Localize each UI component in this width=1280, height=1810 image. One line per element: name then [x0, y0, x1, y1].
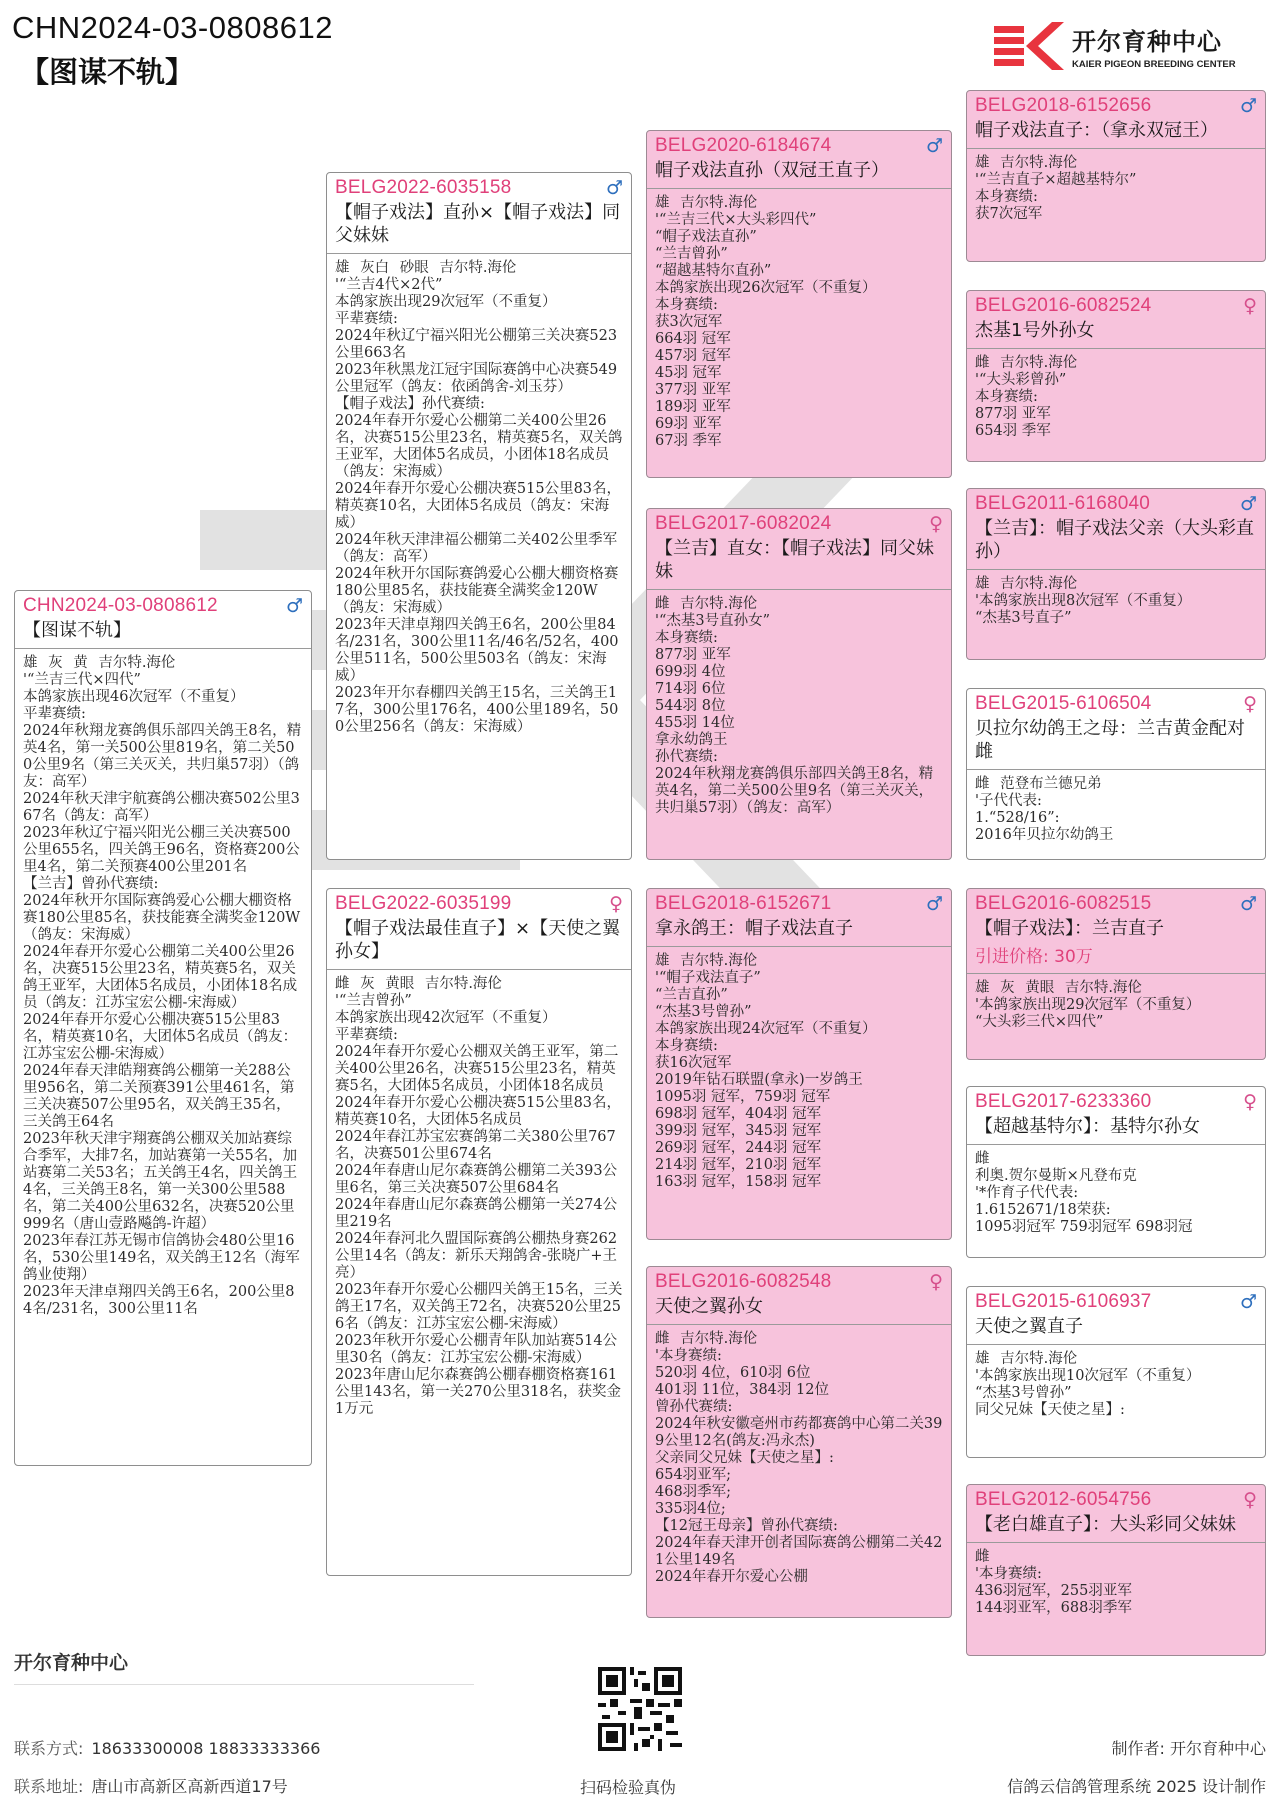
card-detail-line: “杰基3号直子” [975, 610, 1072, 626]
pedigree-card-dds[interactable] [966, 1286, 1266, 1458]
pedigree-card-sss[interactable] [966, 90, 1266, 262]
male-symbol-icon: ♂ [1239, 95, 1257, 117]
ring-number: BELG2015-6106504 [975, 693, 1152, 714]
footer-contact [14, 1736, 320, 1759]
card-detail-line: 获7次冠军 [975, 206, 1043, 222]
card-title: 贝拉尔幼鸽王之母：兰吉黄金配对雌 [975, 718, 1245, 762]
card-detail-line: 877羽 亚军 [975, 406, 1051, 422]
card-title: 【老白雄直子】：大头彩同父妹妹 [975, 1514, 1236, 1535]
card-meta-line: 雌 吉尔特.海伦 [655, 1331, 758, 1347]
card-detail-line: 2023年天津卓翔四关鸽王6名，200公里84名/231名，300公里11名/46名/52名，400公里511名，500公里503名（鸽友：宋海威） [335, 617, 619, 684]
card-detail-line: '本身赛绩: [975, 1566, 1042, 1582]
card-title: 【兰吉】直女：【帽子戏法】同父妹妹 [655, 538, 934, 582]
female-symbol-icon: ♀ [1243, 1489, 1257, 1511]
card-detail-line: 【12冠王母亲】曾孙代赛绩: [655, 1518, 838, 1534]
contact-label: 联系方式: [14, 1739, 84, 1758]
card-detail-line: 2023年秋辽宁福兴阳光公棚三关决赛500公里655名，四关鸽王96名，资格赛200公里4名，第二关预赛400公里201名 [23, 825, 300, 875]
card-detail-line: '“兰吉4代×2代” [335, 277, 443, 293]
card-meta-line: 雄 吉尔特.海伦 [975, 1351, 1078, 1367]
pedigree-card-dsd[interactable] [966, 1086, 1266, 1258]
card-detail-line: 孙代赛绩: [655, 749, 718, 765]
card-detail-line: 平辈赛绩: [23, 706, 86, 722]
card-detail-line: 父亲同父兄妹【天使之星】: [655, 1450, 834, 1466]
card-meta-line: 雄 灰白 砂眼 吉尔特.海伦 [335, 260, 517, 276]
card-detail-line: 【兰吉】曾孙代赛绩: [23, 876, 159, 892]
card-detail-line: 1095羽 冠军，759羽 冠军 [655, 1089, 831, 1105]
pedigree-card-ddd[interactable] [966, 1484, 1266, 1656]
card-detail-line: 189羽 亚军 [655, 399, 731, 415]
card-meta-line: 雌 吉尔特.海伦 [975, 355, 1078, 371]
ring-number: BELG2020-6184674 [655, 135, 832, 156]
card-detail-line: 2024年春唐山尼尔森赛鸽公棚第一关274公里219名 [335, 1197, 618, 1230]
female-symbol-icon: ♀ [1243, 693, 1257, 715]
card-detail-line: 67羽 季军 [655, 433, 722, 449]
card-detail-line: 2024年秋开尔国际赛鸽爱心公棚大棚资格赛180公里85名，获技能赛全满奖金120W（鸽友：宋海威） [335, 566, 619, 616]
card-detail-line: 1095羽冠军 759羽冠军 698羽冠 [975, 1219, 1193, 1235]
card-detail-line: '“兰吉三代×大头彩四代” [655, 212, 817, 228]
card-title: 【图谋不轨】 [23, 620, 131, 641]
card-detail-line: '*作育子代代表: [975, 1185, 1079, 1201]
card-detail-line: 2024年秋辽宁福兴阳光公棚第三关决赛523公里663名 [335, 328, 618, 361]
card-detail-line: 2024年春开尔爱心公棚决赛515公里83名，精英赛10名，大团体5名成员（鸽友：宋海威） [335, 481, 622, 531]
ring-number: CHN2024-03-0808612 [23, 595, 218, 616]
card-detail-line: 1.“528/16”: [975, 810, 1060, 826]
card-detail-line: 本身赛绩: [655, 297, 718, 313]
card-detail-line: 2023年秋天津宇翔赛鸽公棚双关加站赛综合季军，大排7名，加站赛第一关55名，加站赛第二关53名；五关鸽王4名，四关鸽王4名，三关鸽王8名，第一关300公里588名，第二关400公里632名，决赛520公里999名（唐山壹路飚鸽-许超） [23, 1131, 298, 1232]
ring-number: BELG2018-6152671 [655, 893, 832, 914]
female-symbol-icon: ♀ [929, 1271, 943, 1293]
footer-address [14, 1774, 288, 1797]
kaier-logo [992, 18, 1262, 74]
card-detail-line: 144羽亚军，688羽季军 [975, 1600, 1132, 1616]
ring-number: BELG2016-6082524 [975, 295, 1152, 316]
pedigree-card-sdd[interactable] [966, 688, 1266, 860]
card-detail-line: 698羽 冠军，404羽 冠军 [655, 1106, 822, 1122]
ring-number: BELG2012-6054756 [975, 1489, 1152, 1510]
footer-maker: 制作者: 开尔育种中心 [1111, 1739, 1266, 1758]
card-detail-line: 2016年贝拉尔幼鸽王 [975, 827, 1114, 843]
import-price: 引进价格: 30万 [975, 947, 1093, 967]
ring-number: BELG2016-6082515 [975, 893, 1152, 914]
footer-divider [14, 1684, 474, 1685]
card-detail-line: 获16次冠军 [655, 1055, 732, 1071]
ring-number: BELG2011-6168040 [975, 493, 1151, 514]
verification-qr-code[interactable] [598, 1667, 682, 1751]
card-meta-line: 雄 吉尔特.海伦 [975, 576, 1078, 592]
card-meta-line: 雌 [975, 1151, 990, 1167]
card-detail-line: 拿永幼鸽王 [655, 732, 728, 748]
card-title: 帽子戏法直孙（双冠王直子） [655, 160, 889, 181]
card-detail-line: '“杰基3号直孙女” [655, 613, 771, 629]
card-detail-line: 本身赛绩: [975, 389, 1038, 405]
card-detail-line: 468羽季军; [655, 1484, 732, 1500]
card-detail-line: 399羽 冠军，345羽 冠军 [655, 1123, 822, 1139]
card-title: 【帽子戏法最佳直子】×【天使之翼孙女】 [335, 918, 621, 962]
card-title: 杰基1号外孙女 [975, 320, 1095, 341]
card-detail-line: 45羽 冠军 [655, 365, 722, 381]
card-detail-line: 2024年春开尔爱心公棚第二关400公里26名，决赛515公里23名，精英赛5名，双关鸽王亚军，大团体5名成员，小团体18名成员（鸽友：江苏宝宏公棚-宋海威） [23, 944, 298, 1011]
card-detail-line: 2024年秋天津宇航赛鸽公棚决赛502公里367名（鸽友：高军） [23, 791, 300, 824]
pedigree-card-dam-sire[interactable] [646, 888, 952, 1240]
card-detail-line: 本身赛绩: [655, 630, 718, 646]
card-detail-line: 1.6152671/18荣获: [975, 1202, 1111, 1218]
card-detail-line: 2023年天津卓翔四关鸽王6名，200公里84名/231名，300公里11名 [23, 1284, 295, 1317]
card-detail-line: “兰吉直孙” [655, 987, 728, 1003]
pedigree-ring-number: CHN2024-03-0808612 [12, 10, 333, 45]
address-label: 联系地址: [14, 1777, 84, 1796]
card-detail-line: 69羽 亚军 [655, 416, 722, 432]
card-detail-line: 本鸽家族出现29次冠军（不重复） [335, 294, 557, 310]
female-symbol-icon: ♀ [929, 513, 943, 535]
card-detail-line: 714羽 6位 [655, 681, 726, 697]
card-detail-line: 2024年春开尔爱心公棚决赛515公里83名，精英赛10名，大团体5名成员（鸽友：江苏宝宏公棚-宋海威） [23, 1012, 298, 1062]
pedigree-card-dss[interactable] [966, 888, 1266, 1060]
card-detail-line: 平辈赛绩: [335, 311, 398, 327]
card-detail-line: 同父兄妹【天使之星】: [975, 1402, 1125, 1418]
card-meta-line: 雌 [975, 1549, 990, 1565]
footer-system: 信鸽云信鸽管理系统 2025 设计制作 [1007, 1777, 1266, 1796]
ring-number: BELG2017-6082024 [655, 513, 832, 534]
card-detail-line: 2024年春开尔爱心公棚第二关400公里26名，决赛515公里23名，精英赛5名，双关鸽王亚军，大团体5名成员，小团体18名成员（鸽友：宋海威） [335, 413, 623, 480]
card-detail-line: 2024年春天津皓翔赛鸽公棚第一关288公里956名，第二关预赛391公里461名，第三关决赛507公里95名，双关鸽王35名，三关鸽王64名 [23, 1063, 295, 1130]
card-title: 帽子戏法直子：（拿永双冠王） [975, 120, 1218, 141]
card-title: 天使之翼孙女 [655, 1296, 763, 1317]
kaier-logo-icon [992, 20, 1066, 72]
card-detail-line: 平辈赛绩: [335, 1027, 398, 1043]
card-detail-line: “超越基特尔直孙” [655, 263, 772, 279]
card-title: 【兰吉】：帽子戏法父亲（大头彩直孙） [975, 518, 1254, 562]
card-title: 【帽子戏法】直孙×【帽子戏法】同父妹妹 [335, 202, 621, 246]
card-detail-line: 335羽4位; [655, 1501, 726, 1517]
card-detail-line: 2024年春江苏宝宏赛鸽第二关380公里767名，决赛501公里674名 [335, 1129, 616, 1162]
pedigree-card-sds[interactable] [966, 488, 1266, 660]
card-detail-line: 2023年开尔春棚四关鸽王15名，三关鸽王17名，300公里176名，400公里189名，500公里256名（鸽友：宋海威） [335, 685, 619, 735]
male-symbol-icon: ♂ [925, 893, 943, 915]
card-detail-line: 2024年秋安徽亳州市药都赛鸽中心第二关399公里12名(鸽友:冯永杰) [655, 1416, 943, 1449]
card-detail-line: 获3次冠军 [655, 314, 723, 330]
footer-brand: 开尔育种中心 [14, 1652, 129, 1674]
card-meta-line: 雄 灰 黄眼 吉尔特.海伦 [975, 980, 1142, 996]
card-detail-line: “大头彩三代×四代” [975, 1014, 1104, 1030]
logo-chinese-name: 开尔育种中心 [1072, 28, 1222, 56]
card-detail-line: '本鸽家族出现8次冠军（不重复） [975, 593, 1192, 609]
male-symbol-icon: ♂ [285, 595, 303, 617]
card-detail-line: '本鸽家族出现29次冠军（不重复） [975, 997, 1201, 1013]
pedigree-card-subject[interactable] [14, 590, 312, 1466]
female-symbol-icon: ♀ [1243, 295, 1257, 317]
card-meta-line: 雄 吉尔特.海伦 [655, 195, 758, 211]
card-detail-line: 699羽 4位 [655, 664, 726, 680]
card-detail-line: 877羽 亚军 [655, 647, 731, 663]
card-detail-line: 本身赛绩: [975, 189, 1038, 205]
card-detail-line: 本鸽家族出现42次冠军（不重复） [335, 1010, 557, 1026]
card-detail-line: 2024年春天津开创者国际赛鸽公棚第二关421公里149名 [655, 1535, 943, 1568]
logo-english-name: KAIER PIGEON BREEDING CENTER [1072, 59, 1236, 70]
qr-caption: 扫码检验真伪 [580, 1778, 677, 1797]
card-detail-line: '“帽子戏法直子” [655, 970, 761, 986]
male-symbol-icon: ♂ [1239, 893, 1257, 915]
card-detail-line: “杰基3号曾孙” [655, 1004, 752, 1020]
ring-number: BELG2022-6035199 [335, 893, 512, 914]
card-detail-line: 2023年春开尔爱心公棚四关鸽王15名，三关鸽王17名，双关鸽王72名，决赛520公里256名（鸽友：江苏宝宏公棚-宋海威） [335, 1282, 623, 1332]
card-detail-line: 436羽冠军，255羽亚军 [975, 1583, 1132, 1599]
card-detail-line: 2023年春江苏无锡市信鸽协会480公里16名，530公里149名，双关鸽王12名（海军鸽业使翔） [23, 1233, 300, 1283]
male-symbol-icon: ♂ [1239, 493, 1257, 515]
card-detail-line: 654羽亚军; [655, 1467, 732, 1483]
card-detail-line: 544羽 8位 [655, 698, 726, 714]
male-symbol-icon: ♂ [605, 177, 623, 199]
card-detail-line: 163羽 冠军，158羽 冠军 [655, 1174, 822, 1190]
card-detail-line: '子代代表: [975, 793, 1042, 809]
card-detail-line: 曾孙代赛绩: [655, 1399, 733, 1415]
card-detail-line: 214羽 冠军，210羽 冠军 [655, 1157, 822, 1173]
card-detail-line: 本身赛绩: [655, 1038, 718, 1054]
card-detail-line: 本鸽家族出现26次冠军（不重复） [655, 280, 877, 296]
pedigree-card-sire-dam[interactable] [646, 508, 952, 860]
card-detail-line: “帽子戏法直孙” [655, 229, 757, 245]
pedigree-card-dam[interactable] [326, 888, 632, 1576]
female-symbol-icon: ♀ [1243, 1091, 1257, 1113]
pedigree-card-sire[interactable] [326, 172, 632, 860]
card-title: 【超越基特尔】：基特尔孙女 [975, 1116, 1200, 1137]
card-detail-line: 520羽 4位，610羽 6位 [655, 1365, 811, 1381]
female-symbol-icon: ♀ [609, 893, 623, 915]
card-detail-line: 2024年春开尔爱心公棚 [655, 1569, 808, 1585]
card-detail-line: 2024年春开尔爱心公棚决赛515公里83名，精英赛10名，大团体5名成员 [335, 1095, 622, 1128]
card-detail-line: 269羽 冠军，244羽 冠军 [655, 1140, 822, 1156]
card-title: 【帽子戏法】：兰吉直子 [975, 918, 1164, 939]
ring-number: BELG2018-6152656 [975, 95, 1152, 116]
pedigree-card-dam-dam[interactable] [646, 1266, 952, 1618]
card-detail-line: 2024年秋翔龙赛鸽俱乐部四关鸽王8名，精英4名，第二关500公里9名（第三关灭关，共归巢57羽）（鸽友：高军） [655, 766, 934, 816]
card-detail-line: 654羽 季军 [975, 423, 1051, 439]
card-detail-line: 2023年秋开尔爱心公棚青年队加站赛514公里30名（鸽友：江苏宝宏公棚-宋海威） [335, 1333, 618, 1366]
card-detail-line: 2024年春开尔爱心公棚双关鸽王亚军，第二关400公里26名，决赛515公里23名，精英赛5名，大团体5名成员，小团体18名成员 [335, 1044, 619, 1094]
card-title: 天使之翼直子 [975, 1316, 1083, 1337]
card-detail-line: 【帽子戏法】孙代赛绩: [335, 396, 485, 412]
card-detail-line: 2023年秋黑龙江冠宇国际赛鸽中心决赛549公里冠军（鸽友：依函鸽舍-刘玉芬） [335, 362, 618, 395]
card-detail-line: '“兰吉直子×超越基特尔” [975, 172, 1137, 188]
pedigree-pigeon-name: 【图谋不轨】 [20, 55, 195, 89]
card-detail-line: 457羽 冠军 [655, 348, 731, 364]
card-meta-line: 雄 灰 黄 吉尔特.海伦 [23, 655, 176, 671]
pedigree-card-ssd[interactable] [966, 290, 1266, 462]
pedigree-card-sire-sire[interactable] [646, 130, 952, 478]
card-detail-line: 2024年春河北久盟国际赛鸽公棚热身赛262公里14名（鸽友：新乐天翔鸽舍-张晓广+王亮） [335, 1231, 618, 1281]
card-detail-line: “杰基3号曾孙” [975, 1385, 1072, 1401]
card-meta-line: 雌 范登布兰德兄弟 [975, 776, 1102, 792]
card-title: 拿永鸽王：帽子戏法直子 [655, 918, 853, 939]
card-detail-line: 2024年秋天津津福公棚第二关402公里季军（鸽友：高军） [335, 532, 618, 565]
card-detail-line: '“大头彩曾孙” [975, 372, 1067, 388]
address-text: 唐山市高新区高新西道17号 [91, 1777, 288, 1796]
card-detail-line: '“兰吉曾孙” [335, 993, 412, 1009]
card-detail-line: 377羽 亚军 [655, 382, 731, 398]
card-meta-line: 雄 吉尔特.海伦 [655, 953, 758, 969]
ring-number: BELG2016-6082548 [655, 1271, 832, 1292]
card-detail-line: 本鸽家族出现24次冠军（不重复） [655, 1021, 877, 1037]
card-detail-line: '本身赛绩: [655, 1348, 722, 1364]
ring-number: BELG2017-6233360 [975, 1091, 1152, 1112]
male-symbol-icon: ♂ [1239, 1291, 1257, 1313]
card-detail-line: 2019年钻石联盟(拿永)一岁鸽王 [655, 1072, 863, 1088]
card-detail-line: 2024年秋翔龙赛鸽俱乐部四关鸽王8名，精英4名，第一关500公里819名，第二关500公里9名（第三关灭关，共归巢57羽）（鸽友：高军） [23, 723, 302, 790]
contact-phones: 18633300008 18833333366 [91, 1739, 321, 1758]
card-detail-line: 利奥.贺尔曼斯×凡登布克 [975, 1168, 1137, 1184]
card-detail-line: '“兰吉三代×四代” [23, 672, 141, 688]
card-detail-line: 664羽 冠军 [655, 331, 731, 347]
card-detail-line: 2024年春唐山尼尔森赛鸽公棚第二关393公里6名，第三关决赛507公里684名 [335, 1163, 618, 1196]
card-detail-line: “兰吉曾孙” [655, 246, 728, 262]
card-detail-line: 455羽 14位 [655, 715, 735, 731]
ring-number: BELG2015-6106937 [975, 1291, 1152, 1312]
male-symbol-icon: ♂ [925, 135, 943, 157]
card-detail-line: 401羽 11位，384羽 12位 [655, 1382, 829, 1398]
card-meta-line: 雌 灰 黄眼 吉尔特.海伦 [335, 976, 502, 992]
card-detail-line: 本鸽家族出现46次冠军（不重复） [23, 689, 245, 705]
ring-number: BELG2022-6035158 [335, 177, 512, 198]
card-detail-line: 2023年唐山尼尔森赛鸽公棚春棚资格赛161公里143名，第一关270公里318名，获奖金1万元 [335, 1367, 622, 1417]
card-detail-line: 2024年秋开尔国际赛鸽爱心公棚大棚资格赛180公里85名，获技能赛全满奖金120W（鸽友：宋海威） [23, 893, 301, 943]
card-meta-line: 雌 吉尔特.海伦 [655, 596, 758, 612]
card-meta-line: 雄 吉尔特.海伦 [975, 155, 1078, 171]
card-detail-line: '本鸽家族出现10次冠军（不重复） [975, 1368, 1201, 1384]
